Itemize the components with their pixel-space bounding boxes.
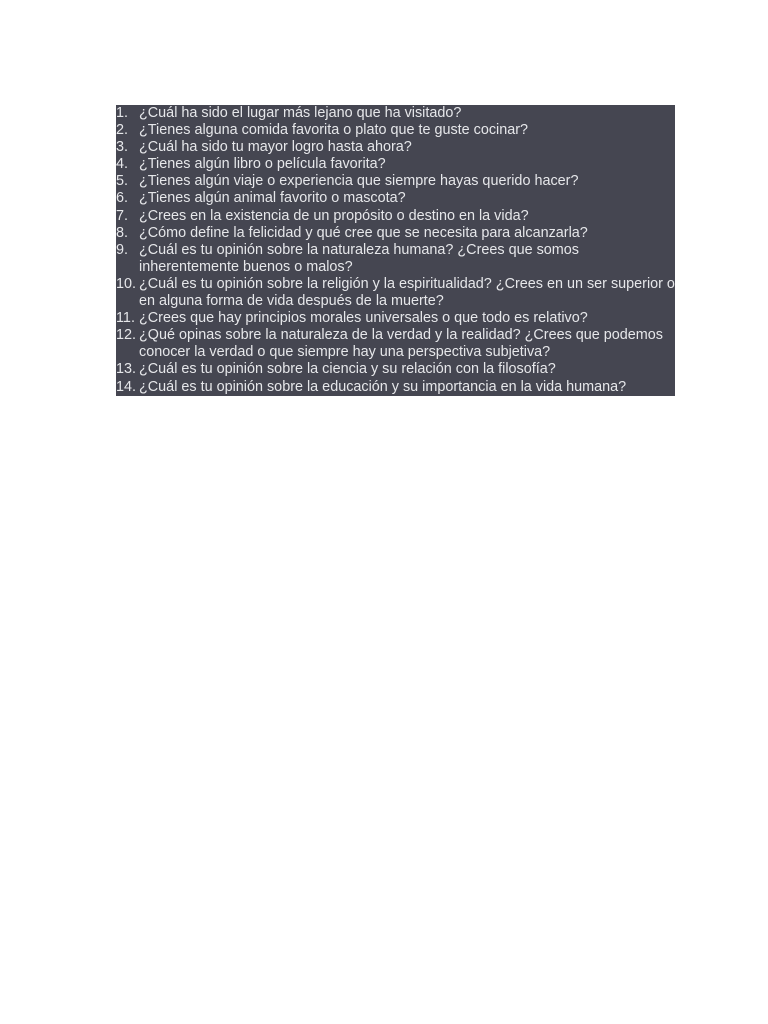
question-number: 12. xyxy=(116,327,137,344)
list-item xyxy=(116,379,675,396)
question-text: ¿Tienes algún viaje o experiencia que siempre hayas querido hacer? xyxy=(139,173,579,190)
question-number: 1. xyxy=(116,105,129,121)
question-list xyxy=(116,105,675,396)
list-item xyxy=(116,225,675,242)
list-item xyxy=(116,139,675,156)
question-text: ¿Crees que hay principios morales universales o que todo es relativo? xyxy=(139,310,588,327)
question-text: ¿Cuál es tu opinión sobre la religión y la espiritualidad? ¿Crees en un ser superior o en alguna forma de vida después de la muerte? xyxy=(139,275,675,310)
question-text: ¿Cómo define la felicidad y qué cree que se necesita para alcanzarla? xyxy=(139,224,588,241)
question-number: 6. xyxy=(116,190,129,207)
question-text: ¿Cuál ha sido el lugar más lejano que ha visitado? xyxy=(139,105,462,121)
question-text: ¿Cuál es tu opinión sobre la naturaleza humana? ¿Crees que somos inherentemente buenos o malos? xyxy=(139,241,579,275)
list-item xyxy=(116,122,675,139)
question-text: ¿Tienes alguna comida favorita o plato que te guste cocinar? xyxy=(139,122,529,139)
question-number: 9. xyxy=(116,241,129,258)
list-item xyxy=(116,310,675,327)
question-text: ¿Cuál ha sido tu mayor logro hasta ahora? xyxy=(139,139,412,156)
question-text: ¿Tienes algún libro o película favorita? xyxy=(139,156,386,173)
question-text: ¿Cuál es tu opinión sobre la ciencia y su relación con la filosofía? xyxy=(139,361,556,378)
list-item xyxy=(116,173,675,190)
question-number: 8. xyxy=(116,224,129,241)
list-item xyxy=(116,242,675,276)
question-panel xyxy=(116,105,675,396)
list-item xyxy=(116,190,675,207)
question-number: 4. xyxy=(116,156,129,173)
list-item xyxy=(116,361,675,378)
question-text: ¿Crees en la existencia de un propósito o destino en la vida? xyxy=(139,207,529,224)
list-item xyxy=(116,156,675,173)
question-number: 3. xyxy=(116,139,129,156)
question-text: ¿Qué opinas sobre la naturaleza de la verdad y la realidad? ¿Crees que podemos conocer la verdad o que siempre hay una perspectiva subjetiva? xyxy=(139,327,663,361)
question-number: 14. xyxy=(116,378,137,395)
question-number: 13. xyxy=(116,361,137,378)
question-text: ¿Cuál es tu opinión sobre la educación y su importancia en la vida humana? xyxy=(139,378,627,395)
list-item xyxy=(116,276,675,310)
list-item xyxy=(116,105,675,122)
question-number: 5. xyxy=(116,173,129,190)
question-number: 11. xyxy=(116,310,135,327)
question-number: 2. xyxy=(116,122,129,139)
list-item xyxy=(116,327,675,361)
question-text: ¿Tienes algún animal favorito o mascota? xyxy=(139,190,406,207)
question-number: 7. xyxy=(116,207,129,224)
question-number: 10. xyxy=(116,275,137,292)
list-item xyxy=(116,208,675,225)
